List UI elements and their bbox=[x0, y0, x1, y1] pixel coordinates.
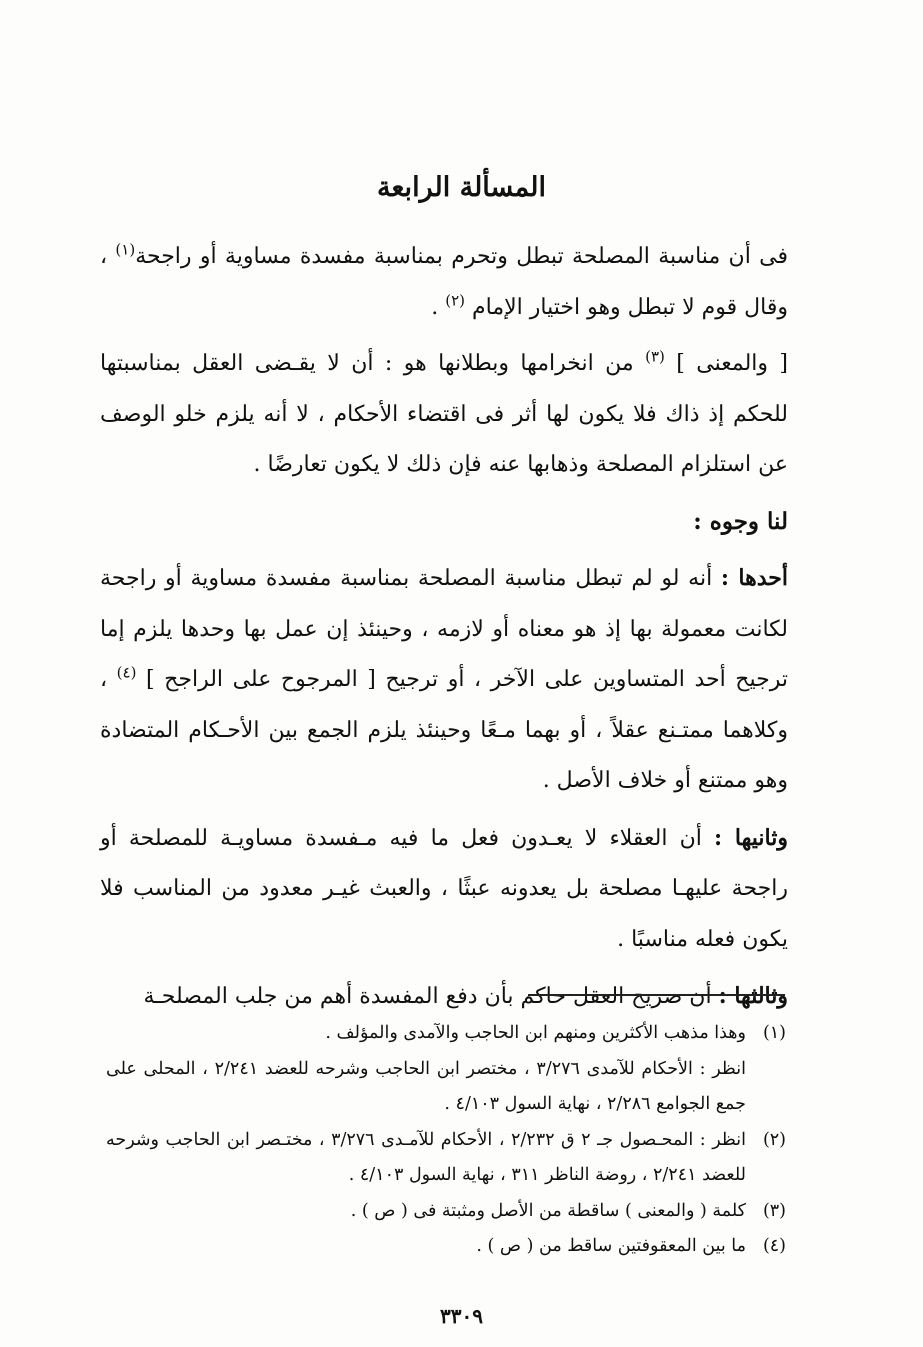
paragraph-1-text-b: ، وقال قوم لا تبطل وهو اختيار الإمام bbox=[100, 244, 788, 320]
footnote-4 bbox=[106, 1229, 786, 1265]
footnote-number: (٤) bbox=[762, 1236, 786, 1256]
footnote-divider bbox=[528, 994, 785, 996]
paragraph-3 bbox=[100, 553, 788, 807]
paragraph-3-text-a: أنه لو لم تبطل مناسبة المصلحة بمناسبة مفسدة مساوية أو راجحة لكانت معمولة بها إذ هو معناه أو لازمه ، وحينئذ إن عمل بها وحدها يلزم إما ترجيح أحد المتساوين على الآخر ، أو ترجيح [ المرجوح على الراجح ] bbox=[100, 566, 789, 692]
paragraph-3-text-b: ، وكلاهما ممتـنع عقلاً ، أو بهما مـعًا وحينئذ يلزم الجمع بين الأحـكام المتضادة وهو ممتنع أو خلاف الأصل . bbox=[100, 667, 788, 793]
footnote-2 bbox=[106, 1123, 786, 1194]
paragraph-3-lead: أحدها : bbox=[720, 565, 788, 591]
main-text bbox=[100, 232, 788, 1023]
page-title: المسألة الرابعة bbox=[377, 172, 546, 203]
paragraph-2-text-a: [ والمعنى ] bbox=[664, 351, 788, 376]
footnote-line: ما بين المعقوفتين ساقط من ( ص ) . bbox=[476, 1236, 746, 1256]
paragraph-2-text-b: من انخرامها وبطلانها هو : أن لا يقـضى العقل بمناسبتها للحكم إذ ذاك فلا يكون لها أثر فى اقتضاء الأحكام ، لا أنه يلزم خلو الوصف عن استلزام المصلحة وذهابها عنه فإن ذلك لا يكون تعارضًا . bbox=[100, 351, 788, 477]
footnote-3 bbox=[106, 1194, 786, 1230]
paragraph-1 bbox=[100, 232, 788, 333]
paragraph-5-lead: وثالثها : bbox=[718, 983, 788, 1009]
paragraph-5 bbox=[100, 971, 788, 1023]
paragraph-2 bbox=[100, 339, 788, 491]
footnote-text bbox=[106, 1123, 746, 1194]
section-heading: لنا وجوه : bbox=[693, 507, 788, 535]
paragraph-4-text: أن العقلاء لا يعـدون فعل ما فيه مـفسدة مساويـة للمصلحة أو راجحة عليهـا مصلحة بل يعدونه عبثًا ، والعبث غيـر معدود من المناسب فلا يكون فعله مناسبًا . bbox=[100, 825, 788, 952]
footnote-text bbox=[106, 1016, 746, 1123]
footnote-line: وهذا مذهب الأكثرين ومنهم ابن الحاجب والآمدى والمؤلف . bbox=[325, 1023, 746, 1043]
footnotes bbox=[106, 1016, 786, 1265]
footnote-ref-2[interactable]: (٢) bbox=[445, 291, 466, 310]
footnote-line: كلمة ( والمعنى ) ساقطة من الأصل ومثبتة فى ( ص ) . bbox=[350, 1200, 746, 1221]
footnote-line: انظر : المحـصول جـ ٢ ق ٢/٢٣٢ ، الأحكام للآمـدى ٣/٢٧٦ ، مختـصر ابن الحاجب وشرحه للعضد ٢/٢٤١ ، روضة الناظر ٣١١ ، نهاية السول ٤/١٠٣ . bbox=[106, 1129, 746, 1185]
paragraph-4 bbox=[100, 813, 788, 966]
footnote-number: (٢) bbox=[762, 1129, 786, 1150]
footnote-1 bbox=[106, 1016, 786, 1123]
footnote-ref-1[interactable]: (١) bbox=[115, 240, 136, 259]
footnote-ref-4[interactable]: (٤) bbox=[116, 663, 137, 682]
paragraph-5-text: أن صريح العقل حاكم بأن دفع المفسدة أهم من جلب المصلحـة bbox=[143, 984, 719, 1009]
paragraph-1-text-c: . bbox=[431, 294, 446, 320]
footnote-text bbox=[106, 1194, 746, 1230]
paragraph-1-text-a: فى أن مناسبة المصلحة تبطل وتحرم بمناسبة مفسدة مساوية أو راجحة bbox=[135, 244, 788, 269]
footnote-number: (٣) bbox=[762, 1200, 786, 1221]
footnote-number: (١) bbox=[762, 1023, 786, 1043]
footnote-line: انظر : الأحكام للآمدى ٣/٢٧٦ ، مختصر ابن الحاجب وشرحه للعضد ٢/٢٤١ ، المحلى على جمع الجوامع ٢/٢٨٦ ، نهاية السول ٤/١٠٣ . bbox=[106, 1058, 746, 1114]
paragraph-4-lead: وثانيها : bbox=[714, 824, 788, 851]
footnote-ref-3[interactable]: (٣) bbox=[645, 347, 665, 366]
footnote-text bbox=[106, 1229, 746, 1265]
page-number: ٣٣٠٩ bbox=[440, 1304, 483, 1328]
